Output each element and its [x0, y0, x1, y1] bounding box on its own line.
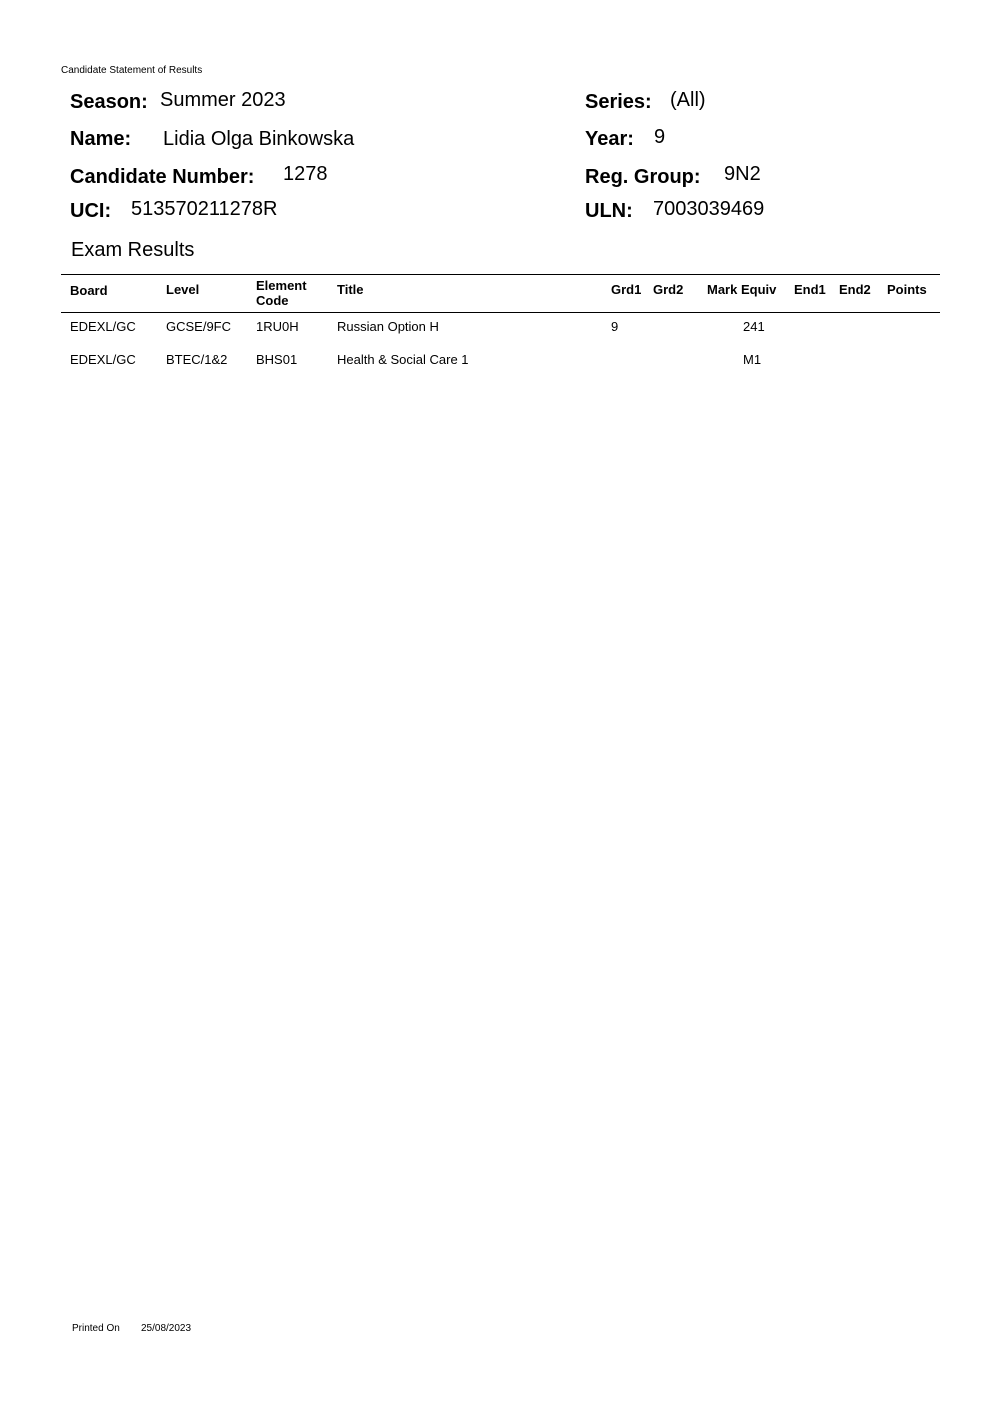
col-element-code-line1: Element [256, 278, 307, 293]
col-end1: End1 [794, 282, 826, 297]
col-end2: End2 [839, 282, 871, 297]
series-value: (All) [670, 89, 706, 111]
name-label: Name: [70, 128, 132, 150]
year-label: Year: [585, 128, 634, 150]
col-board: Board [70, 283, 108, 298]
year-value: 9 [654, 126, 666, 148]
cell-element-code: BHS01 [256, 352, 298, 367]
candidate-number-value: 1278 [283, 163, 328, 185]
cell-title: Russian Option H [337, 319, 439, 334]
cell-title: Health & Social Care 1 [337, 352, 469, 367]
uln-value: 7003039469 [653, 198, 765, 220]
col-points: Points [887, 282, 927, 297]
cell-grd1: 9 [611, 319, 619, 334]
season-value: Summer 2023 [160, 89, 286, 111]
cell-board: EDEXL/GC [70, 319, 136, 334]
col-level: Level [166, 282, 200, 297]
name-value: Lidia Olga Binkowska [163, 128, 355, 150]
cell-level: BTEC/1&2 [166, 352, 228, 367]
table-header-rule [61, 312, 940, 313]
cell-mark-equiv: M1 [743, 352, 762, 367]
season-label: Season: [70, 91, 148, 113]
series-label: Series: [585, 91, 652, 113]
col-element-code-line2: Code [256, 293, 289, 308]
col-mark-equiv: Mark Equiv [707, 282, 777, 297]
table-top-rule [61, 274, 940, 275]
exam-results-heading: Exam Results [71, 239, 195, 261]
col-grd2: Grd2 [653, 282, 684, 297]
cell-board: EDEXL/GC [70, 352, 136, 367]
printed-on-label: Printed On [72, 1323, 120, 1334]
document-title: Candidate Statement of Results [61, 65, 203, 76]
reg-group-label: Reg. Group: [585, 166, 701, 188]
col-element-code [256, 278, 307, 308]
uci-label: UCI: [70, 200, 112, 222]
printed-on-date: 25/08/2023 [141, 1323, 192, 1334]
candidate-number-label: Candidate Number: [70, 166, 255, 188]
cell-mark-equiv: 241 [743, 319, 765, 334]
reg-group-value: 9N2 [724, 163, 761, 185]
uci-value: 513570211278R [131, 198, 278, 220]
cell-level: GCSE/9FC [166, 319, 232, 334]
col-grd1: Grd1 [611, 282, 642, 297]
uln-label: ULN: [585, 200, 633, 222]
cell-element-code: 1RU0H [256, 319, 299, 334]
col-title: Title [337, 282, 364, 297]
